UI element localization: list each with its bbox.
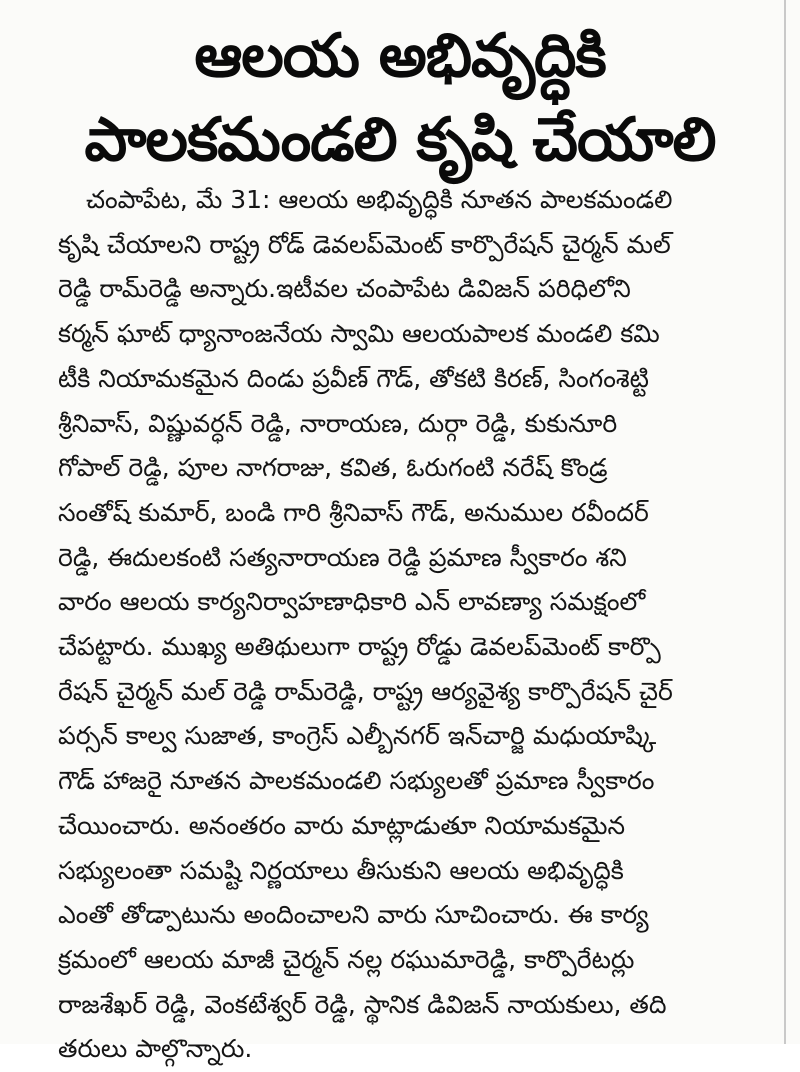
headline: [40, 14, 760, 182]
body-line: కర్మన్ ఘాట్ ధ్యానాంజనేయ స్వామి ఆలయపాలక మండలి కమి: [58, 319, 660, 349]
article-body: [58, 178, 748, 1072]
body-line: సంతోష్ కుమార్, బండి గారి శ్రీనివాస్ గౌడ్, అనుముల రవీందర్: [58, 497, 649, 527]
body-line: పర్సన్ కాల్వ సుజాత, కాంగ్రెస్ ఎల్బీనగర్ ఇన్‌చార్జి మధుయాష్కి: [58, 721, 657, 751]
body-line: రేషన్ చైర్మన్ మల్ రెడ్డి రామ్‌రెడ్డి, రాష్ట్ర ఆర్యవైశ్య కార్పొరేషన్ చైర్: [58, 676, 673, 706]
body-line: తరులు పాల్గొన్నారు.: [58, 1034, 253, 1064]
body-line: రాజశేఖర్ రెడ్డి, వెంకటేశ్వర్ రెడ్డి, స్థానిక డివిజన్ నాయకులు, తది: [58, 989, 667, 1019]
headline-line-2: పాలకమండలి కృషి చేయాలి: [84, 105, 716, 175]
body-line: చేయించారు. అనంతరం వారు మాట్లాడుతూ నియామకమైన: [58, 810, 626, 840]
body-line: సభ్యులంతా సమష్టి నిర్ణయాలు తీసుకుని ఆలయ అభివృద్ధికి: [58, 855, 624, 885]
column-edge-rule: [784, 0, 786, 1044]
body-line: టీకి నియామకమైన దిండు ప్రవీణ్ గౌడ్, తోకటి కిరణ్, సింగంశెట్టి: [58, 363, 649, 393]
body-line: రెడ్డి రామ్‌రెడ్డి అన్నారు.ఇటీవల చంపాపేట డివిజన్ పరిధిలోని: [58, 274, 631, 304]
body-line: క్రమంలో ఆలయ మాజీ చైర్మన్ నల్ల రఘుమారెడ్డి, కార్పొరేటర్లు: [58, 944, 635, 974]
body-line: చేపట్టారు. ముఖ్య అతిథులుగా రాష్ట్ర రోడ్డు డెవలప్‌మెంట్ కార్పొ: [58, 632, 661, 662]
body-line: గోపాల్ రెడ్డి, పూల నాగరాజు, కవిత, ఓరుగంటి నరేష్ కొండ్ర: [58, 453, 608, 483]
body-line: వారం ఆలయ కార్యనిర్వాహణాధికారి ఎన్ లావణ్యా సమక్షంలో: [58, 587, 646, 617]
body-line: ఎంతో తోడ్పాటును అందించాలని వారు సూచించారు. ఈ కార్య: [58, 900, 649, 930]
headline-line-1: ఆలయ అభివృద్ధికి: [194, 21, 606, 91]
body-line: కృషి చేయాలని రాష్ట్ర రోడ్ డెవలప్‌మెంట్ కార్పొరేషన్ చైర్మన్ మల్: [58, 229, 671, 259]
body-line: రెడ్డి, ఈదులకంటి సత్యనారాయణ రెడ్డి ప్రమాణ స్వీకారం శని: [58, 542, 627, 572]
body-line: గౌడ్ హాజరై నూతన పాలకమండలి సభ్యులతో ప్రమాణ స్వీకారం: [58, 766, 655, 796]
body-line: చంపాపేట, మే 31: ఆలయ అభివృద్ధికి నూతన పాలకమండలి: [86, 185, 673, 214]
body-line: శ్రీనివాస్, విష్ణువర్ధన్ రెడ్డి, నారాయణ, దుర్గా రెడ్డి, కుకునూరి: [58, 408, 618, 438]
